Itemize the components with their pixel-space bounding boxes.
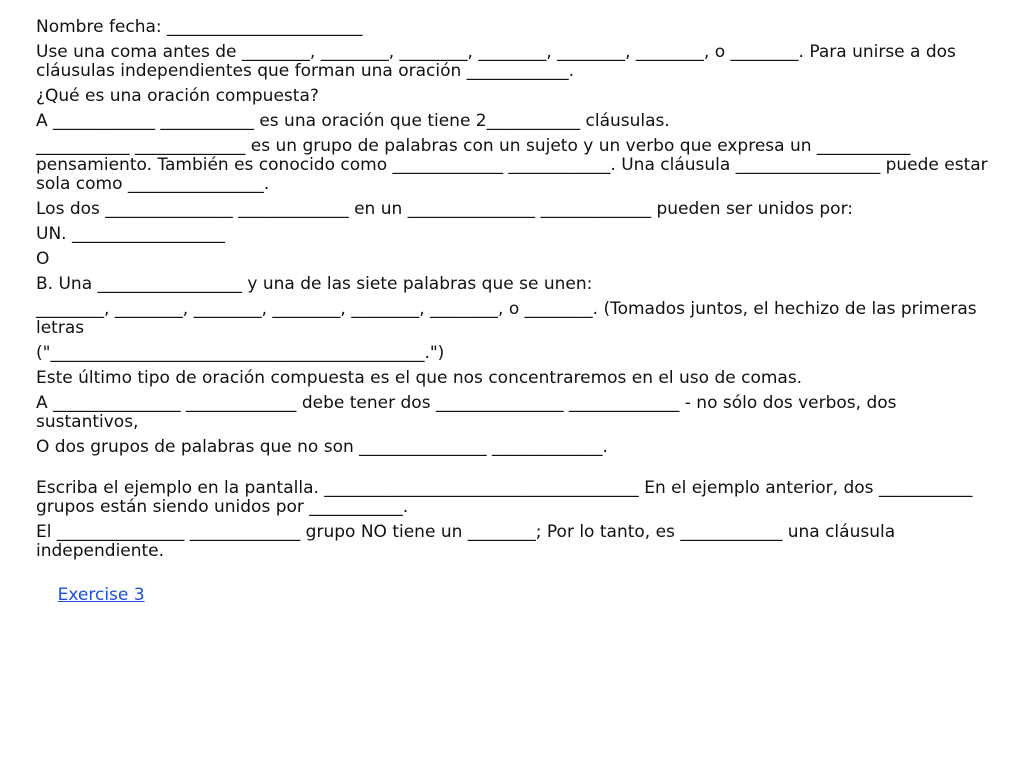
or-line: O (36, 249, 50, 269)
name-date-line: Nombre fecha: _______________________ (36, 17, 363, 37)
focus-statement: Este último tipo de oración compuesta es el que nos concentraremos en el uso de comas. (36, 368, 803, 388)
exercise-3-link[interactable]: Exercise 3 (57, 585, 145, 605)
joining-line: Los dos _______________ _____________ en un _______________ _____________ pueden ser unidos por: (36, 199, 853, 219)
definition-line: A ____________ ___________ es una oración que tiene 2___________ cláusulas. (36, 111, 670, 131)
option-b-line: B. Una _________________ y una de las siete palabras que se unen: (36, 274, 593, 294)
fanboys-blank-line: ("____________________________________________.") (36, 343, 445, 363)
requirement-line: A _______________ _____________ debe tener dos _______________ _____________ - no sólo dos verbos, dos sustantivos, (36, 393, 902, 432)
comma-rule-paragraph: Use una coma antes de ________, ________, ________, ________, ________, ________, o ________. Para unirse a dos cláusulas independientes que forman una oración ____________. (36, 42, 962, 81)
conclusion-line: El _______________ _____________ grupo NO tiene un ________; Por lo tanto, es ____________ una cláusula independiente. (36, 522, 901, 561)
question-heading: ¿Qué es una oración compuesta? (36, 86, 319, 106)
exercise-link-row (36, 567, 988, 624)
conjunction-blanks-line: ________, ________, ________, ________, ________, ________, o ________. (Tomados juntos, el hechizo de las primeras letras (36, 299, 983, 338)
option-a-line: UN. __________________ (36, 224, 225, 244)
word-groups-line: O dos grupos de palabras que no son _______________ _____________. (36, 437, 608, 457)
example-instruction: Escriba el ejemplo en la pantalla. _____________________________________ En el ejemplo anterior, dos ___________ grupos están siendo unidos por ___________. (36, 478, 978, 517)
clause-definition-paragraph: ___________ _____________ es un grupo de palabras con un sujeto y un verbo que expresa un ___________ pensamiento. También es conocido como _____________ ____________. Una cláusula _________________ puede estar sola como ________________. (36, 136, 994, 194)
